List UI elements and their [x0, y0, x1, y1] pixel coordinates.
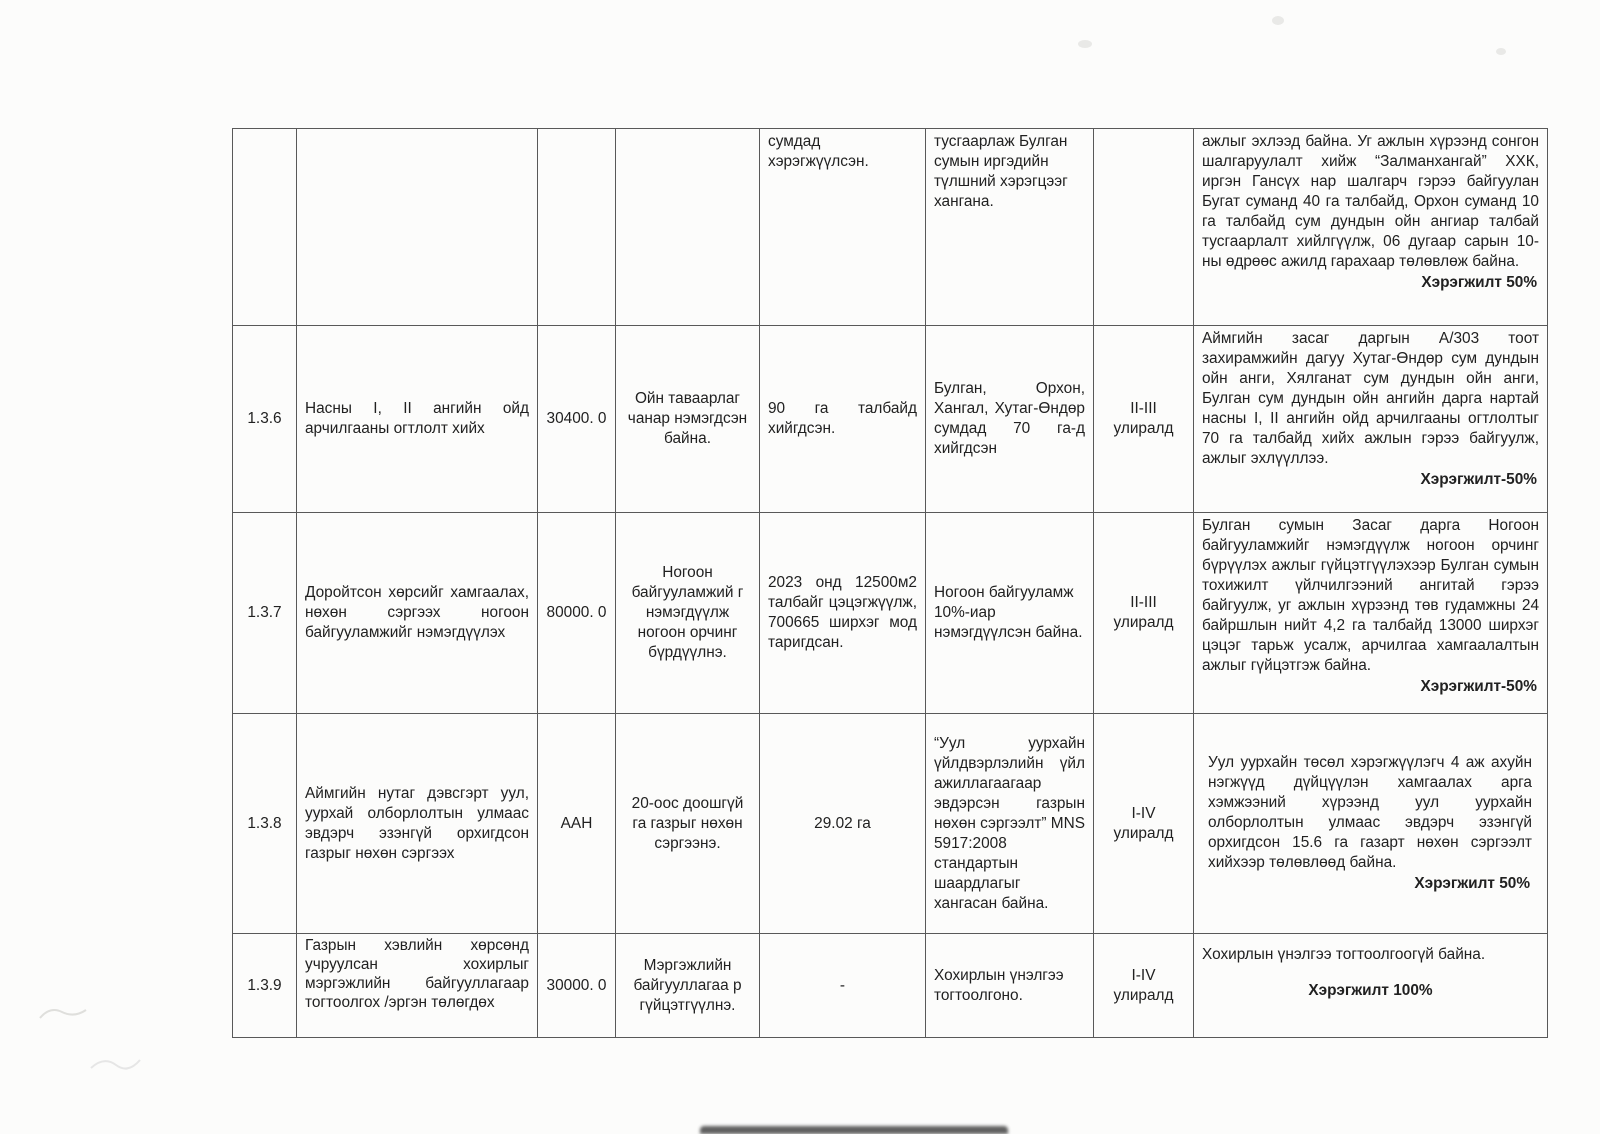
cell-indicator: 29.02 га — [760, 714, 926, 934]
cell-result — [1194, 326, 1548, 513]
cell-task: Газрын хэвлийн хөрсөнд учруулсан хохирлыг мэргэжлийн байгууллагаар тогтоолгох /эргэн төлөгдөх — [297, 934, 538, 1038]
cell-measure: “Уул уурхайн үйлдвэрлэлийн үйл ажиллагаагаар эвдэрсэн газрын нөхөн сэргээлт” MNS 5917:2008 стандартын шаардлагыг хангасан байна. — [926, 714, 1094, 934]
result-text: ажлыг эхлээд байна. Уг ажлын хүрээнд сонгон шалгаруулалт хийж “Залманхангай” ХХК, иргэн Гансүх нар шалгарч гэрээ байгуулан Бугат суманд 40 га талбайд, Орхон суманд 10 га талбайд сум дундын ойн ангиар талбай тусгаарлалт хийлгүүлж, 06 дугаар сарын 10-ны өдрөөс ажилд гарахаар төлөвлөж байна. — [1202, 133, 1539, 270]
report-table — [232, 128, 1548, 1038]
cell-budget: ААН — [538, 714, 616, 934]
cell-outcome: 20-оос доошгүй га газрыг нөхөн сэргээнэ. — [616, 714, 760, 934]
cell-indicator: сумдад хэрэгжүүлсэн. — [760, 129, 926, 326]
scan-speck — [1078, 40, 1092, 48]
cell-measure: Булган, Орхон, Хангал, Хутаг-Өндөр сумдад 70 га-д хийгдсэн — [926, 326, 1094, 513]
result-text: Хохирлын үнэлгээ тогтоолгоогүй байна. — [1202, 946, 1486, 963]
pencil-mark — [86, 1050, 146, 1078]
cell-indicator: 2023 онд 12500м2 талбайг цэцэгжүүлж, 700665 ширхэг мод таригдсан. — [760, 513, 926, 714]
cell-result — [1194, 714, 1548, 934]
cell-index — [233, 129, 297, 326]
cell-index: 1.3.6 — [233, 326, 297, 513]
status-label: Хэрэгжилт 100% — [1308, 982, 1433, 999]
cell-task: Насны I, II ангийн ойд арчилгааны огтлолт хийх — [297, 326, 538, 513]
cell-measure: тусгаарлаж Булган сумын иргэдийн түлшний хэрэгцээг хангана. — [926, 129, 1094, 326]
cell-task — [297, 129, 538, 326]
cell-task: Аймгийн нутаг дэвсгэрт уул, уурхай олборлолтын улмаас эвдэрч эзэнгүй орхигдсон газрыг нөхөн сэргээх — [297, 714, 538, 934]
status-label: Хэрэгжилт-50% — [1420, 471, 1537, 488]
cell-budget: 30000. 0 — [538, 934, 616, 1038]
cell-outcome: Ногоон байгууламжий г нэмэгдүүлж ногоон орчинг бүрдүүлнэ. — [616, 513, 760, 714]
cell-index: 1.3.8 — [233, 714, 297, 934]
cell-indicator: 90 га талбайд хийгдсэн. — [760, 326, 926, 513]
cell-quarter: I-IV улиралд — [1094, 934, 1194, 1038]
cell-outcome: Ойн таваарлаг чанар нэмэгдсэн байна. — [616, 326, 760, 513]
scan-speck — [1496, 48, 1506, 55]
cell-outcome: Мэргэжлийн байгууллагаа р гүйцэтгүүлнэ. — [616, 934, 760, 1038]
pencil-mark — [34, 998, 94, 1028]
result-text: Булган сумын Засаг дарга Ногоон байгууламжийг нэмэгдүүлж ногоон орчинг бүрүүлэх ажлыг гүйцэтгүүлэхээр Булган сумын тохижилт үйлчилгээний ангитай гэрээ байгуулж, уг ажлын хүрээнд төв гудамжны 24 байршлын нийт 4,2 га талбайд 13000 ширхэг цэцэг тарьж усалж, арчилгаа хамгаалалтын ажлыг гүйцэтгэж байна. — [1202, 517, 1539, 674]
scan-smudge — [700, 1126, 1008, 1134]
cell-budget: 80000. 0 — [538, 513, 616, 714]
status-label: Хэрэгжилт 50% — [1414, 875, 1530, 892]
cell-result — [1194, 513, 1548, 714]
cell-indicator: - — [760, 934, 926, 1038]
cell-index: 1.3.7 — [233, 513, 297, 714]
cell-measure: Хохирлын үнэлгээ тогтоолгоно. — [926, 934, 1094, 1038]
cell-quarter: II-III улиралд — [1094, 513, 1194, 714]
cell-result — [1194, 934, 1548, 1038]
cell-measure: Ногоон байгууламж 10%-иар нэмэгдүүлсэн байна. — [926, 513, 1094, 714]
cell-quarter: I-IV улиралд — [1094, 714, 1194, 934]
cell-task: Доройтсон хөрсийг хамгаалах, нөхөн сэргээх ногоон байгууламжийг нэмэгдүүлэх — [297, 513, 538, 714]
result-text: Аймгийн засаг даргын А/303 тоот захирамжийн дагуу Хутаг-Өндөр сум дундын ойн анги, Хялганат сум дундын ойн анги, Булган сум дундын ойн ангийн дарга нартай насны I, II ангийн ойд арчилгааны огтлолтыг 70 га талбайд хийх ажлын гэрээ байгуулж, ажлыг эхлүүллээ. — [1202, 330, 1539, 467]
cell-outcome — [616, 129, 760, 326]
cell-budget: 30400. 0 — [538, 326, 616, 513]
scan-speck — [1272, 16, 1284, 25]
cell-quarter: II-III улиралд — [1094, 326, 1194, 513]
cell-result — [1194, 129, 1548, 326]
cell-quarter — [1094, 129, 1194, 326]
status-label: Хэрэгжилт-50% — [1420, 678, 1537, 695]
cell-index: 1.3.9 — [233, 934, 297, 1038]
status-label: Хэрэгжилт 50% — [1421, 274, 1537, 291]
cell-budget — [538, 129, 616, 326]
result-text: Уул уурхайн төсөл хэрэгжүүлэгч 4 аж ахуйн нэгжүүд дүйцүүлэн хамгаалах арга хэмжээний хүрээнд уул уурхайн олборлолтын улмаас эвдэрч эзэнгүй орхигдсон 15.6 га газарт нөхөн сэргээлт хийхээр төлөвлөөд байна. — [1208, 754, 1532, 871]
